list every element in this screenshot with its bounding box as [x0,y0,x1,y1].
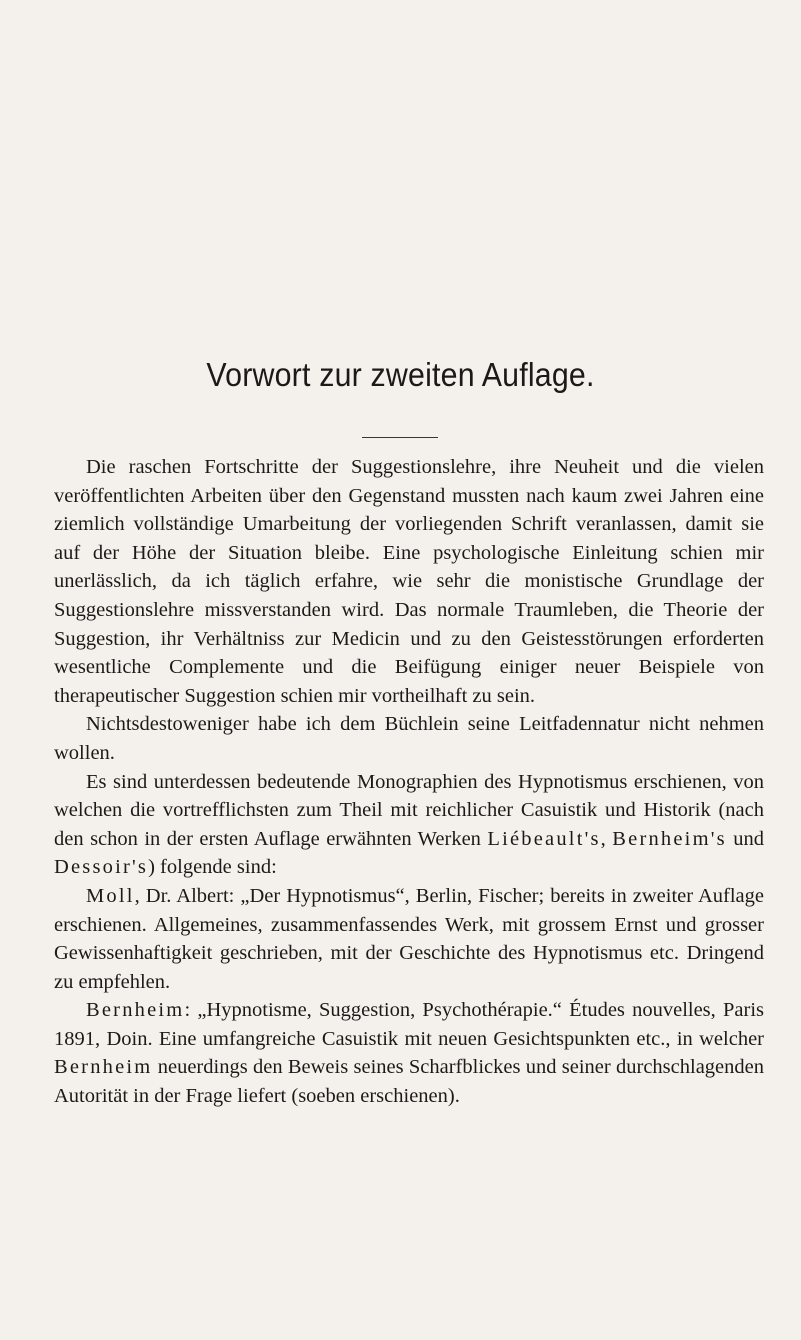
paragraph-3 [54,768,764,882]
paragraph-4 [54,882,764,996]
paragraph-2: Nichtsdestoweniger habe ich dem Büchlein seine Leitfadennatur nicht nehmen wollen. [54,713,764,764]
paragraph-3-text-d: ) folgende sind: [148,856,277,879]
author-name-dessoir: Dessoir's [54,856,149,879]
paragraph-5-text-b: neuerdings den Beweis seines Scharfblickes und seiner durchschlagenden Autorität in der Frage liefert (soeben erschienen). [54,1056,764,1108]
author-name-liebeault: Liébeault's [487,827,601,850]
page-title: Vorwort zur zweiten Auflage. [206,356,595,393]
author-name-moll: Moll [86,884,135,907]
paragraph-3-text-a: Es sind unterdessen bedeutende Monographien des Hypnotismus erschienen, von welchen die vortrefflichsten zum Theil mit reichlicher Casuistik und Historik (nach den schon in der ersten Auflage erwähnten Werken [54,770,764,850]
paragraph-5-text-a: : „Hypnotisme, Suggestion, Psychothérapie.“ Études nouvelles, Paris 1891, Doin. Eine umfangreiche Casuistik mit neuen Gesichtspunkten etc., in welcher [54,999,764,1050]
title-divider [362,437,438,438]
paragraph-4-text: , Dr. Albert: „Der Hypnotismus“, Berlin, Fischer; bereits in zweiter Auflage erschienen. Allgemeines, zusammenfassendes Werk, mit grossem Ernst und grosser Gewissenhaftigkeit geschrieben, mit der Geschichte des Hypnotismus etc. Dringend zu empfehlen. [54,884,764,993]
paragraph-1: Die raschen Fortschritte der Suggestionslehre, ihre Neuheit und die vielen veröffentlichten Arbeiten über den Gegenstand mussten nach kaum zwei Jahren eine ziemlich vollständige Umarbeitung der vorliegenden Schrift veranlassen, damit sie auf der Höhe der Situation bleibe. Eine psychologische Einleitung schien mir unerlässlich, da ich täglich erfahre, wie sehr die monistische Grundlage der Suggestionslehre missverstanden wird. Das normale Traumleben, die Theorie der Suggestion, ihr Verhältniss zur Medicin und zu den Geistesstörungen erforderten wesentliche Complemente und die Beifügung einiger neuer Beispiele von therapeutischer Suggestion schien mir vortheilhaft zu sein. [54,456,764,707]
preface-body [54,453,764,1111]
author-name-bernheim: Bernheim's [612,827,727,850]
paragraph-3-text-c: und [726,827,765,850]
author-name-bernheim-3: Bernheim [54,1056,153,1079]
paragraph-5 [54,996,764,1110]
paragraph-3-text-b: , [600,827,613,850]
author-name-bernheim-2: Bernheim [86,999,185,1022]
